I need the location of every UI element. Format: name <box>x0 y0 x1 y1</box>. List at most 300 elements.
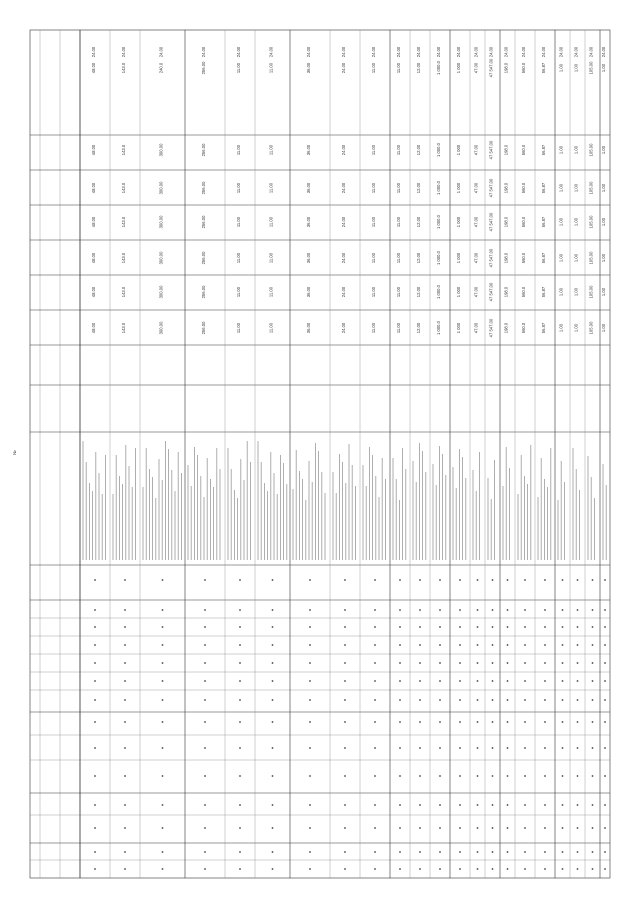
table-cell: 47 547.00 <box>488 140 494 160</box>
table-cell-mark <box>399 644 401 646</box>
table-cell-mark <box>577 851 579 853</box>
table-cell-mark <box>477 747 479 749</box>
table-cell: 47.00 <box>473 182 479 194</box>
table-cell-mark <box>604 747 606 749</box>
table-cell-mark <box>507 699 509 701</box>
table-cell: 1.00 <box>601 323 606 333</box>
table-cell-mark <box>94 775 96 777</box>
table-cell-mark <box>162 626 164 628</box>
table-cell-mark <box>524 662 526 664</box>
table-cell: 36.00 <box>306 252 311 264</box>
table-cell: 56.87 <box>541 62 546 74</box>
table-cell: 56.87 <box>541 252 546 264</box>
table-cell-mark <box>459 626 461 628</box>
table-cell-mark <box>477 804 479 806</box>
table-cell: 24.00 <box>341 216 346 228</box>
table-cell: 11.00 <box>396 252 401 264</box>
table-cell-mark <box>272 747 274 749</box>
table-cell: 300.00 <box>158 181 164 195</box>
table-cell: 36.00 <box>306 144 311 156</box>
table-cell-mark <box>562 626 564 628</box>
table-cell-mark <box>419 747 421 749</box>
table-cell-mark <box>507 747 509 749</box>
table-cell-mark <box>399 775 401 777</box>
table-cell-mark <box>272 644 274 646</box>
table-cell-mark <box>419 626 421 628</box>
table-cell-mark <box>162 804 164 806</box>
table-cell-mark <box>94 721 96 723</box>
table-cell-mark <box>272 827 274 829</box>
table-cell-mark <box>399 579 401 581</box>
table-cell-mark <box>604 662 606 664</box>
table-cell: 560.0 <box>521 62 526 74</box>
table-cell-mark <box>459 827 461 829</box>
table-cell-mark <box>507 609 509 611</box>
table-cell: 24.00 <box>503 46 509 58</box>
table-cell-mark <box>507 579 509 581</box>
table-cell-mark <box>309 699 311 701</box>
table-cell-mark <box>239 609 241 611</box>
table-cell-mark <box>344 827 346 829</box>
table-cell-mark <box>524 644 526 646</box>
table-cell: 300.00 <box>158 215 164 229</box>
table-cell-mark <box>477 662 479 664</box>
table-cell-mark <box>419 680 421 682</box>
table-cell: 24.00 <box>456 46 461 58</box>
table-cell-mark <box>507 868 509 870</box>
table-cell-mark <box>344 721 346 723</box>
table-cell: 11.00 <box>268 216 274 228</box>
table-cell: 47.00 <box>473 62 479 74</box>
table-cell-mark <box>399 699 401 701</box>
table-cell-mark <box>592 609 594 611</box>
table-cell: 198.0 <box>503 144 509 156</box>
table-cell-mark <box>419 804 421 806</box>
table-cell-mark <box>204 626 206 628</box>
table-cell-mark <box>577 804 579 806</box>
table-cell-mark <box>524 721 526 723</box>
table-cell: 11.00 <box>236 216 241 228</box>
table-cell: 11.00 <box>371 252 376 264</box>
table-cell: 1 000.0 <box>436 61 441 75</box>
table-cell-mark <box>492 868 494 870</box>
table-cell: 198.0 <box>503 286 509 298</box>
table-cell-mark <box>374 680 376 682</box>
table-cell-mark <box>309 644 311 646</box>
table-cell-mark <box>204 644 206 646</box>
table-cell-mark <box>204 721 206 723</box>
table-cell: 300.00 <box>158 251 164 265</box>
table-cell: 105.00 <box>588 181 594 195</box>
table-cell-mark <box>477 699 479 701</box>
table-cell-mark <box>577 626 579 628</box>
table-cell-mark <box>124 644 126 646</box>
table-cell-mark <box>124 680 126 682</box>
table-cell-mark <box>124 775 126 777</box>
table-cell-mark <box>239 775 241 777</box>
table-cell-mark <box>272 699 274 701</box>
table-cell: 256.00 <box>201 181 206 195</box>
table-cell: 1.00 <box>573 287 579 297</box>
table-cell: 1.00 <box>573 217 579 227</box>
table-cell-mark <box>477 851 479 853</box>
table-cell-mark <box>439 747 441 749</box>
table-cell: 105.00 <box>588 143 594 157</box>
table-cell-mark <box>592 775 594 777</box>
table-cell-mark <box>344 609 346 611</box>
table-cell-mark <box>604 626 606 628</box>
table-cell: 24.00 <box>341 62 346 74</box>
table-cell-mark <box>94 827 96 829</box>
table-cell-mark <box>162 609 164 611</box>
table-cell-mark <box>544 804 546 806</box>
table-cell-mark <box>162 775 164 777</box>
table-cell: 24.00 <box>588 46 594 58</box>
table-cell: 48.00 <box>91 252 96 264</box>
table-cell-mark <box>492 644 494 646</box>
table-cell-mark <box>477 775 479 777</box>
table-cell: 105.00 <box>588 285 594 299</box>
table-cell: 48.00 <box>91 144 96 156</box>
table-cell-mark <box>507 662 509 664</box>
table-cell: 56.87 <box>541 182 546 194</box>
table-cell-mark <box>592 721 594 723</box>
table-cell-mark <box>459 662 461 664</box>
table-cell-mark <box>492 827 494 829</box>
table-frame <box>30 30 610 878</box>
table-cell: 1 000 <box>456 216 461 228</box>
table-cell-mark <box>562 868 564 870</box>
table-cell-mark <box>477 644 479 646</box>
table-cell-mark <box>459 775 461 777</box>
table-cell-mark <box>592 680 594 682</box>
table-cell-mark <box>344 662 346 664</box>
table-cell: 36.00 <box>306 216 311 228</box>
table-cell: 47.00 <box>473 144 479 156</box>
table-cell-mark <box>577 868 579 870</box>
table-cell-mark <box>492 699 494 701</box>
table-cell: 56.87 <box>541 216 546 228</box>
side-mark: № <box>12 450 17 455</box>
table-cell-mark <box>524 851 526 853</box>
table-cell-mark <box>344 868 346 870</box>
table-cell-mark <box>492 775 494 777</box>
table-cell: 11.00 <box>396 286 401 298</box>
table-cell-mark <box>524 579 526 581</box>
table-cell-mark <box>94 699 96 701</box>
table-cell-mark <box>592 626 594 628</box>
table-cell-mark <box>309 626 311 628</box>
table-cell-mark <box>239 851 241 853</box>
table-cell-mark <box>204 680 206 682</box>
table-cell: 48.00 <box>91 62 96 74</box>
table-cell-mark <box>592 747 594 749</box>
table-cell-mark <box>562 851 564 853</box>
table-cell-mark <box>524 680 526 682</box>
table-cell-mark <box>459 868 461 870</box>
table-cell-mark <box>492 851 494 853</box>
table-cell: 47 547.00 <box>488 178 494 198</box>
table-cell-mark <box>204 851 206 853</box>
table-cell: 1 000 <box>456 322 461 334</box>
table-cell-mark <box>439 579 441 581</box>
table-cell: 198.0 <box>503 322 509 334</box>
table-cell: 24.00 <box>436 46 441 58</box>
table-cell: 1 000 <box>456 62 461 74</box>
table-cell: 24.00 <box>416 46 421 58</box>
table-cell-mark <box>562 699 564 701</box>
table-cell: 24.00 <box>158 46 164 58</box>
table-cell-mark <box>577 662 579 664</box>
table-cell: 48.00 <box>91 286 96 298</box>
table-cell: 560.0 <box>521 252 526 264</box>
table-cell-mark <box>439 804 441 806</box>
table-cell: 143.0 <box>121 182 126 194</box>
table-cell-mark <box>544 626 546 628</box>
table-cell: 24.00 <box>341 286 346 298</box>
table-cell: 1.00 <box>601 253 606 263</box>
table-cell-mark <box>459 804 461 806</box>
table-cell-mark <box>94 662 96 664</box>
table-cell-mark <box>272 680 274 682</box>
table-cell-mark <box>239 680 241 682</box>
table-cell-mark <box>459 721 461 723</box>
table-cell: 198.0 <box>503 216 509 228</box>
table-cell-mark <box>507 680 509 682</box>
table-cell-mark <box>419 609 421 611</box>
table-cell: 24.00 <box>558 46 564 58</box>
table-cell-mark <box>544 609 546 611</box>
table-cell-mark <box>239 699 241 701</box>
table-cell-mark <box>344 644 346 646</box>
table-cell-mark <box>562 662 564 664</box>
table-cell: 11.00 <box>268 144 274 156</box>
table-cell-mark <box>309 775 311 777</box>
table-cell: 1.00 <box>601 287 606 297</box>
table-cell-mark <box>94 680 96 682</box>
table-cell: 24.00 <box>573 46 579 58</box>
table-cell: 1.00 <box>573 145 579 155</box>
table-cell-mark <box>439 699 441 701</box>
table-cell-mark <box>562 747 564 749</box>
table-cell-mark <box>477 680 479 682</box>
table-cell-mark <box>309 747 311 749</box>
table-cell-mark <box>492 721 494 723</box>
table-cell-mark <box>544 747 546 749</box>
table-cell-mark <box>239 868 241 870</box>
table-cell: 48.00 <box>91 322 96 334</box>
table-cell-mark <box>459 851 461 853</box>
table-cell: 11.00 <box>236 182 241 194</box>
table-cell-mark <box>577 747 579 749</box>
table-cell: 24.00 <box>91 46 96 58</box>
table-cell-mark <box>272 868 274 870</box>
table-cell-mark <box>204 662 206 664</box>
table-cell-mark <box>204 804 206 806</box>
table-cell-mark <box>374 644 376 646</box>
table-cell-mark <box>477 609 479 611</box>
table-cell-mark <box>374 851 376 853</box>
table-cell: 560.0 <box>521 322 526 334</box>
table-cell-mark <box>94 644 96 646</box>
table-cell-mark <box>344 747 346 749</box>
table-cell-mark <box>94 626 96 628</box>
table-cell-mark <box>544 827 546 829</box>
table-cell: 560.0 <box>521 182 526 194</box>
table-cell: 1 000 <box>456 252 461 264</box>
table-cell: 560.0 <box>521 286 526 298</box>
table-cell-mark <box>562 804 564 806</box>
table-cell: 24.00 <box>488 46 494 58</box>
table-cell: 12.00 <box>416 252 421 264</box>
table-cell: 1.00 <box>558 253 564 263</box>
table-cell-mark <box>592 699 594 701</box>
table-cell-mark <box>459 747 461 749</box>
table-cell: 300.00 <box>158 143 164 157</box>
table-cell-mark <box>439 680 441 682</box>
table-cell: 47 547.00 <box>488 248 494 268</box>
table-cell-mark <box>477 827 479 829</box>
table-cell-mark <box>399 626 401 628</box>
table-cell-mark <box>524 775 526 777</box>
table-cell-mark <box>204 868 206 870</box>
table-cell: 47.00 <box>473 286 479 298</box>
table-cell-mark <box>544 721 546 723</box>
table-cell-mark <box>94 851 96 853</box>
table-cell-mark <box>124 579 126 581</box>
table-cell: 11.00 <box>268 322 274 334</box>
table-cell: 24.00 <box>396 46 401 58</box>
table-cell: 24.00 <box>121 46 126 58</box>
table-cell: 143.0 <box>121 322 126 334</box>
table-cell-mark <box>562 827 564 829</box>
table-cell: 36.00 <box>306 182 311 194</box>
table-cell-mark <box>419 579 421 581</box>
table-cell-mark <box>272 804 274 806</box>
table-cell-mark <box>439 609 441 611</box>
table-cell-mark <box>562 680 564 682</box>
table-cell: 47.00 <box>473 252 479 264</box>
table-cell-mark <box>544 775 546 777</box>
table-cell-mark <box>124 851 126 853</box>
table-cell-mark <box>492 609 494 611</box>
table-cell-mark <box>544 680 546 682</box>
table-cell-mark <box>459 579 461 581</box>
table-cell-mark <box>544 868 546 870</box>
table-cell-mark <box>124 747 126 749</box>
table-cell-mark <box>124 827 126 829</box>
table-cell: 105.00 <box>588 251 594 265</box>
table-cell: 1.00 <box>558 323 564 333</box>
table-cell: 1.00 <box>573 253 579 263</box>
table-cell-mark <box>239 662 241 664</box>
table-cell-mark <box>124 868 126 870</box>
table-cell: 143.0 <box>121 252 126 264</box>
table-cell: 24.00 <box>541 46 546 58</box>
table-cell-mark <box>239 804 241 806</box>
table-cell-mark <box>492 680 494 682</box>
table-cell-mark <box>344 804 346 806</box>
table-cell-mark <box>544 644 546 646</box>
table-cell-mark <box>272 579 274 581</box>
table-cell: 12.00 <box>416 216 421 228</box>
table-cell-mark <box>344 579 346 581</box>
table-cell: 47 547.00 <box>488 282 494 302</box>
table-cell-mark <box>419 699 421 701</box>
table-cell-mark <box>272 609 274 611</box>
table-cell-mark <box>419 827 421 829</box>
table-cell: 12.00 <box>416 144 421 156</box>
table-cell-mark <box>592 644 594 646</box>
table-cell-mark <box>309 721 311 723</box>
table-cell-mark <box>239 827 241 829</box>
table-cell: 36.00 <box>306 322 311 334</box>
table-cell-mark <box>439 868 441 870</box>
table-cell: 11.00 <box>268 182 274 194</box>
table-cell: 36.00 <box>306 62 311 74</box>
table-cell-mark <box>374 662 376 664</box>
table-cell-mark <box>577 699 579 701</box>
table-cell: 11.00 <box>236 252 241 264</box>
table-cell-mark <box>124 626 126 628</box>
table-cell-mark <box>604 680 606 682</box>
table-cell-mark <box>162 680 164 682</box>
table-cell-mark <box>309 868 311 870</box>
table-cell: 24.00 <box>341 322 346 334</box>
table-cell-mark <box>309 662 311 664</box>
table-cell-mark <box>604 827 606 829</box>
table-cell-mark <box>577 827 579 829</box>
table-cell: 1 000.0 <box>436 143 441 157</box>
table-cell: 300.00 <box>158 321 164 335</box>
table-cell: 198.0 <box>503 62 509 74</box>
table-cell: 1 000.0 <box>436 285 441 299</box>
table-cell: 1 000.0 <box>436 215 441 229</box>
table-cell-mark <box>204 579 206 581</box>
table-cell: 47.00 <box>473 216 479 228</box>
table-cell-mark <box>439 721 441 723</box>
table-cell: 11.00 <box>236 62 241 74</box>
table-cell: 11.00 <box>371 62 376 74</box>
table-cell-mark <box>309 680 311 682</box>
table-cell-mark <box>439 775 441 777</box>
table-cell: 12.00 <box>416 286 421 298</box>
table-cell-mark <box>544 699 546 701</box>
table-cell: 11.00 <box>236 144 241 156</box>
table-cell-mark <box>439 827 441 829</box>
table-cell-mark <box>604 868 606 870</box>
table-cell-mark <box>374 827 376 829</box>
table-cell: 24.00 <box>473 46 479 58</box>
table-cell: 256.00 <box>201 61 206 75</box>
table-cell-mark <box>344 699 346 701</box>
table-cell-mark <box>239 644 241 646</box>
table-cell: 24.00 <box>268 46 274 58</box>
table-cell-mark <box>562 609 564 611</box>
table-cell-mark <box>507 626 509 628</box>
table-cell: 24.00 <box>341 252 346 264</box>
table-cell-mark <box>459 680 461 682</box>
table-cell-mark <box>562 644 564 646</box>
table-cell-mark <box>459 609 461 611</box>
table-cell-mark <box>439 851 441 853</box>
table-cell-mark <box>592 851 594 853</box>
table-cell: 24.00 <box>201 46 206 58</box>
table-cell-mark <box>419 868 421 870</box>
table-cell: 24.00 <box>306 46 311 58</box>
table-cell-mark <box>272 775 274 777</box>
table-cell: 256.00 <box>201 143 206 157</box>
